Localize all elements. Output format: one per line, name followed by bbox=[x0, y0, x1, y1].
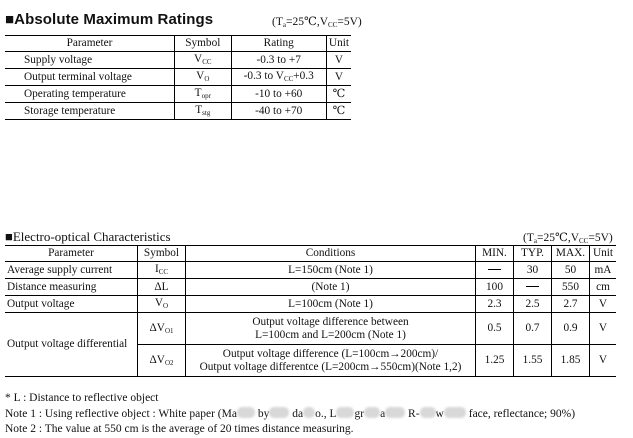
param-cell: Output voltage differential bbox=[7, 338, 128, 350]
redacted-blur bbox=[336, 407, 354, 418]
param-cell: Average supply current bbox=[5, 262, 138, 279]
dash-mark bbox=[526, 286, 539, 287]
table-row bbox=[5, 313, 616, 345]
col-header: MAX. bbox=[552, 246, 590, 262]
table-row bbox=[5, 262, 616, 279]
typ-cell: 1.55 bbox=[514, 345, 552, 377]
note-text: by bbox=[257, 407, 270, 420]
table-row bbox=[5, 103, 351, 120]
typ-cell: 30 bbox=[514, 262, 552, 279]
table-row bbox=[5, 296, 616, 313]
col-header: Parameter bbox=[5, 246, 138, 262]
redacted-blur bbox=[364, 407, 380, 418]
min-cell: 100 bbox=[476, 279, 514, 296]
abs-max-condition: $(T_a=25℃,V_{CC}=5V)$ bbox=[272, 16, 362, 29]
conditions-line: Output voltage difference between bbox=[252, 315, 409, 328]
unit-cell: cm bbox=[590, 279, 617, 296]
symbol-cell: $\Delta V_{O1}$ bbox=[138, 313, 186, 345]
table-header-row bbox=[5, 36, 351, 52]
redacted-blur bbox=[444, 407, 466, 418]
param-cell: Storage temperature bbox=[24, 104, 116, 117]
rating-cell: -40 to +70 bbox=[231, 103, 326, 120]
table-row bbox=[5, 86, 351, 103]
note-text: R- bbox=[408, 407, 420, 420]
col-header: TYP. bbox=[514, 246, 552, 262]
electro-title: ■Electro-optical Characteristics bbox=[5, 229, 171, 244]
redacted-blur bbox=[385, 407, 405, 418]
redacted-blur bbox=[237, 407, 255, 418]
param-cell: Output terminal voltage bbox=[5, 69, 175, 86]
col-header: Unit bbox=[326, 36, 351, 52]
note-text: gr bbox=[354, 407, 365, 420]
symbol-cell: $T_{stg}$ bbox=[175, 103, 231, 120]
note-line: * L : Distance to reflective object bbox=[5, 392, 159, 404]
symbol-cell: $V_O$ bbox=[175, 69, 231, 86]
symbol-cell: $I_{CC}$ bbox=[138, 262, 186, 279]
param-cell: Output voltage bbox=[5, 296, 138, 313]
typ-cell: 0.7 bbox=[514, 313, 552, 345]
redacted-blur bbox=[303, 407, 315, 418]
col-header: Rating bbox=[231, 36, 326, 52]
symbol-cell: $T_{opr}$ bbox=[175, 86, 231, 103]
col-header: MIN. bbox=[476, 246, 514, 262]
note-text: da bbox=[292, 407, 304, 420]
abs-max-table bbox=[5, 35, 351, 120]
col-header: Unit bbox=[590, 246, 617, 262]
param-cell: Distance measuring bbox=[5, 279, 138, 296]
rating-cell: -0.3 to $V_{CC}+0.3$ bbox=[231, 69, 326, 86]
conditions-line: Output voltage difference (L=100cm→200cm)/ bbox=[222, 347, 439, 360]
param-cell: Supply voltage bbox=[5, 52, 175, 69]
conditions-cell: L=150cm (Note 1) bbox=[186, 262, 476, 279]
notes bbox=[5, 391, 575, 438]
min-cell bbox=[476, 262, 514, 279]
unit-cell: V bbox=[590, 313, 617, 345]
min-cell: 0.5 bbox=[476, 313, 514, 345]
unit-cell: ℃ bbox=[326, 103, 351, 120]
col-header: Parameter bbox=[5, 36, 175, 52]
note-text: Note 1 : Using reflective object : White paper (Ma bbox=[5, 407, 237, 420]
col-header: Conditions bbox=[186, 246, 476, 262]
max-cell: 0.9 bbox=[552, 313, 590, 345]
note-text: a bbox=[380, 407, 386, 420]
param-cell: Operating temperature bbox=[5, 86, 175, 103]
rating-cell: -0.3 to +7 bbox=[231, 52, 326, 69]
rating-cell: -10 to +60 bbox=[231, 86, 326, 103]
note-text: w bbox=[435, 407, 444, 420]
conditions-line: Output voltage differentce (L=200cm→550cm)(Note 1,2) bbox=[199, 360, 462, 373]
unit-cell: V bbox=[326, 52, 351, 69]
table-row bbox=[5, 279, 616, 296]
symbol-cell: ΔL bbox=[138, 279, 186, 296]
redacted-blur bbox=[269, 407, 289, 418]
unit-cell: ℃ bbox=[326, 86, 351, 103]
col-header: Symbol bbox=[138, 246, 186, 262]
max-cell: 2.7 bbox=[552, 296, 590, 313]
note-text: o., L bbox=[315, 407, 337, 420]
symbol-cell: $V_{CC}$ bbox=[175, 52, 231, 69]
min-cell: 1.25 bbox=[476, 345, 514, 377]
max-cell: 1.85 bbox=[552, 345, 590, 377]
electro-condition: $(T_a=25℃,V_{CC}=5V)$ bbox=[523, 232, 613, 245]
table-row bbox=[5, 69, 351, 86]
electro-table bbox=[5, 245, 616, 377]
unit-cell: V bbox=[326, 69, 351, 86]
dash-mark bbox=[488, 269, 501, 270]
typ-cell: 2.5 bbox=[514, 296, 552, 313]
conditions-cell bbox=[186, 345, 476, 377]
conditions-cell: L=100cm (Note 1) bbox=[186, 296, 476, 313]
unit-cell: mA bbox=[590, 262, 617, 279]
col-header: Symbol bbox=[175, 36, 231, 52]
table-row bbox=[5, 52, 351, 69]
note-text: face, reflectance; 90%) bbox=[468, 407, 576, 420]
max-cell: 50 bbox=[552, 262, 590, 279]
typ-cell bbox=[514, 279, 552, 296]
symbol-cell: $\Delta V_{O2}$ bbox=[138, 345, 186, 377]
conditions-cell: (Note 1) bbox=[186, 279, 476, 296]
max-cell: 550 bbox=[552, 279, 590, 296]
conditions-line: L=100cm and L=200cm (Note 1) bbox=[255, 328, 406, 341]
unit-cell: V bbox=[590, 345, 617, 377]
symbol-cell: $V_O$ bbox=[138, 296, 186, 313]
abs-max-title: ■Absolute Maximum Ratings bbox=[5, 11, 214, 28]
note-line bbox=[5, 407, 575, 423]
table-header-row bbox=[5, 246, 616, 262]
note-line: Note 2 : The value at 550 cm is the average of 20 times distance measuring. bbox=[5, 423, 354, 435]
conditions-cell bbox=[186, 313, 476, 345]
redacted-blur bbox=[420, 407, 436, 418]
unit-cell: V bbox=[590, 296, 617, 313]
min-cell: 2.3 bbox=[476, 296, 514, 313]
